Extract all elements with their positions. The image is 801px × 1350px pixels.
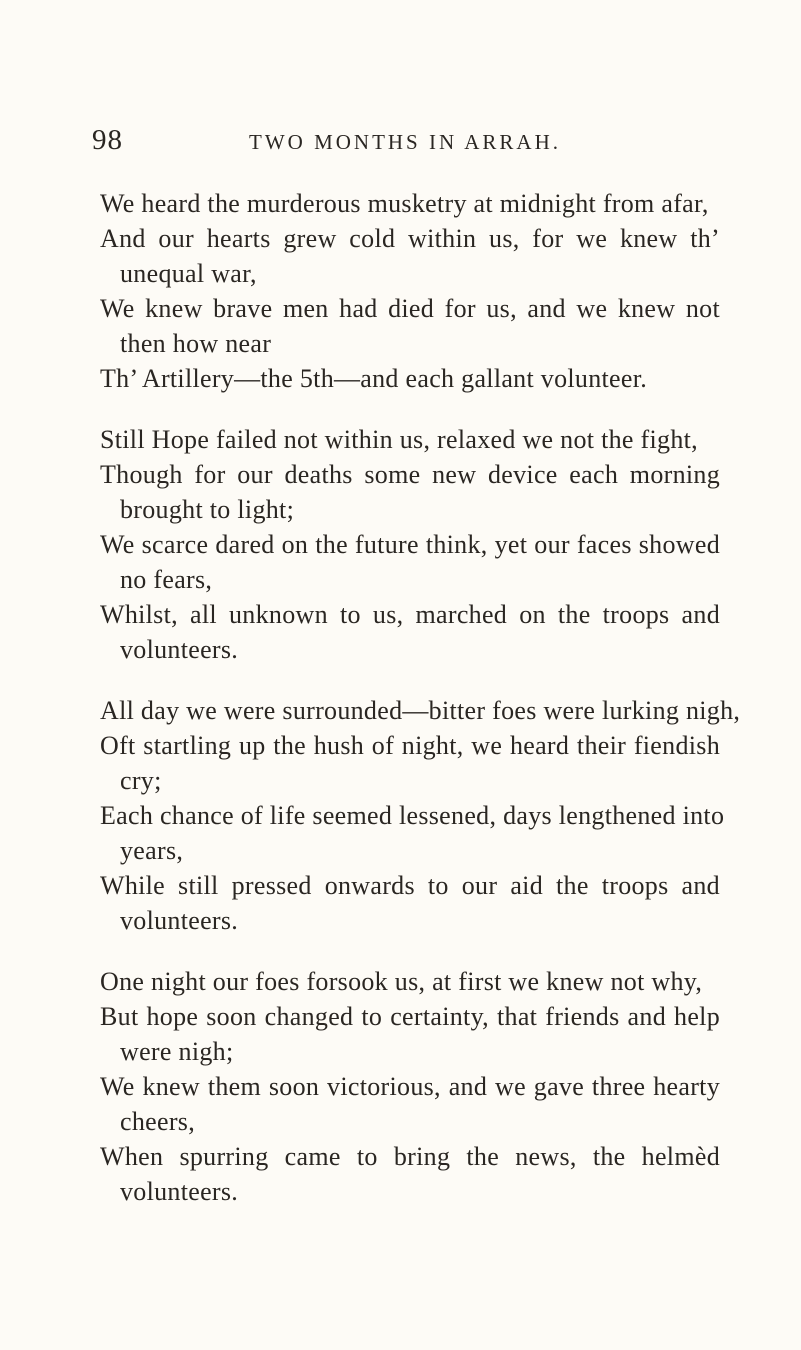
- stanza: [100, 693, 741, 938]
- page-header: [0, 124, 801, 164]
- stanza: [100, 422, 720, 667]
- verse-line: Each chance of life seemed lessened, days lengthened into: [100, 801, 725, 830]
- verse-line-continuation: years,: [120, 836, 184, 865]
- verse-line: While still pressed onwards to our aid the troops and: [100, 871, 720, 900]
- verse-line-continuation: volunteers.: [120, 906, 239, 935]
- verse-line-continuation: unequal war,: [120, 259, 257, 288]
- verse-line: Oft startling up the hush of night, we heard their fiendish: [100, 731, 720, 760]
- verse-line: Still Hope failed not within us, relaxed we not the fight,: [100, 425, 698, 454]
- verse-line-continuation: no fears,: [120, 565, 213, 594]
- verse-line: We knew them soon victorious, and we gave three hearty: [100, 1072, 720, 1101]
- verse-line: Whilst, all unknown to us, marched on the troops and: [100, 600, 720, 629]
- page-number: 98: [92, 124, 123, 156]
- verse-line-continuation: volunteers.: [120, 1177, 239, 1206]
- verse-line: And our hearts grew cold within us, for we knew th’: [100, 224, 720, 253]
- poem: [100, 186, 741, 1235]
- verse-line-continuation: then how near: [120, 329, 272, 358]
- verse-line-continuation: brought to light;: [120, 495, 295, 524]
- running-title: TWO MONTHS IN ARRAH.: [249, 130, 561, 154]
- verse-line: One night our foes forsook us, at first we knew not why,: [100, 967, 703, 996]
- verse-line-continuation: were nigh;: [120, 1037, 234, 1066]
- verse-line-continuation: cheers,: [120, 1107, 195, 1136]
- stanza: [100, 964, 720, 1209]
- verse-line: But hope soon changed to certainty, that friends and help: [100, 1002, 720, 1031]
- verse-line-continuation: cry;: [120, 766, 162, 795]
- verse-line: We knew brave men had died for us, and we knew not: [100, 294, 720, 323]
- verse-line: All day we were surrounded—bitter foes were lurking nigh,: [100, 696, 741, 725]
- verse-line: We scarce dared on the future think, yet our faces showed: [100, 530, 720, 559]
- verse-line: Th’ Artillery—the 5th—and each gallant volunteer.: [100, 364, 648, 393]
- verse-line: When spurring came to bring the news, the helmèd: [100, 1142, 720, 1171]
- verse-line: Though for our deaths some new device each morning: [100, 460, 720, 489]
- stanza: [100, 186, 720, 396]
- verse-line-continuation: volunteers.: [120, 635, 239, 664]
- verse-line: We heard the murderous musketry at midnight from afar,: [100, 189, 709, 218]
